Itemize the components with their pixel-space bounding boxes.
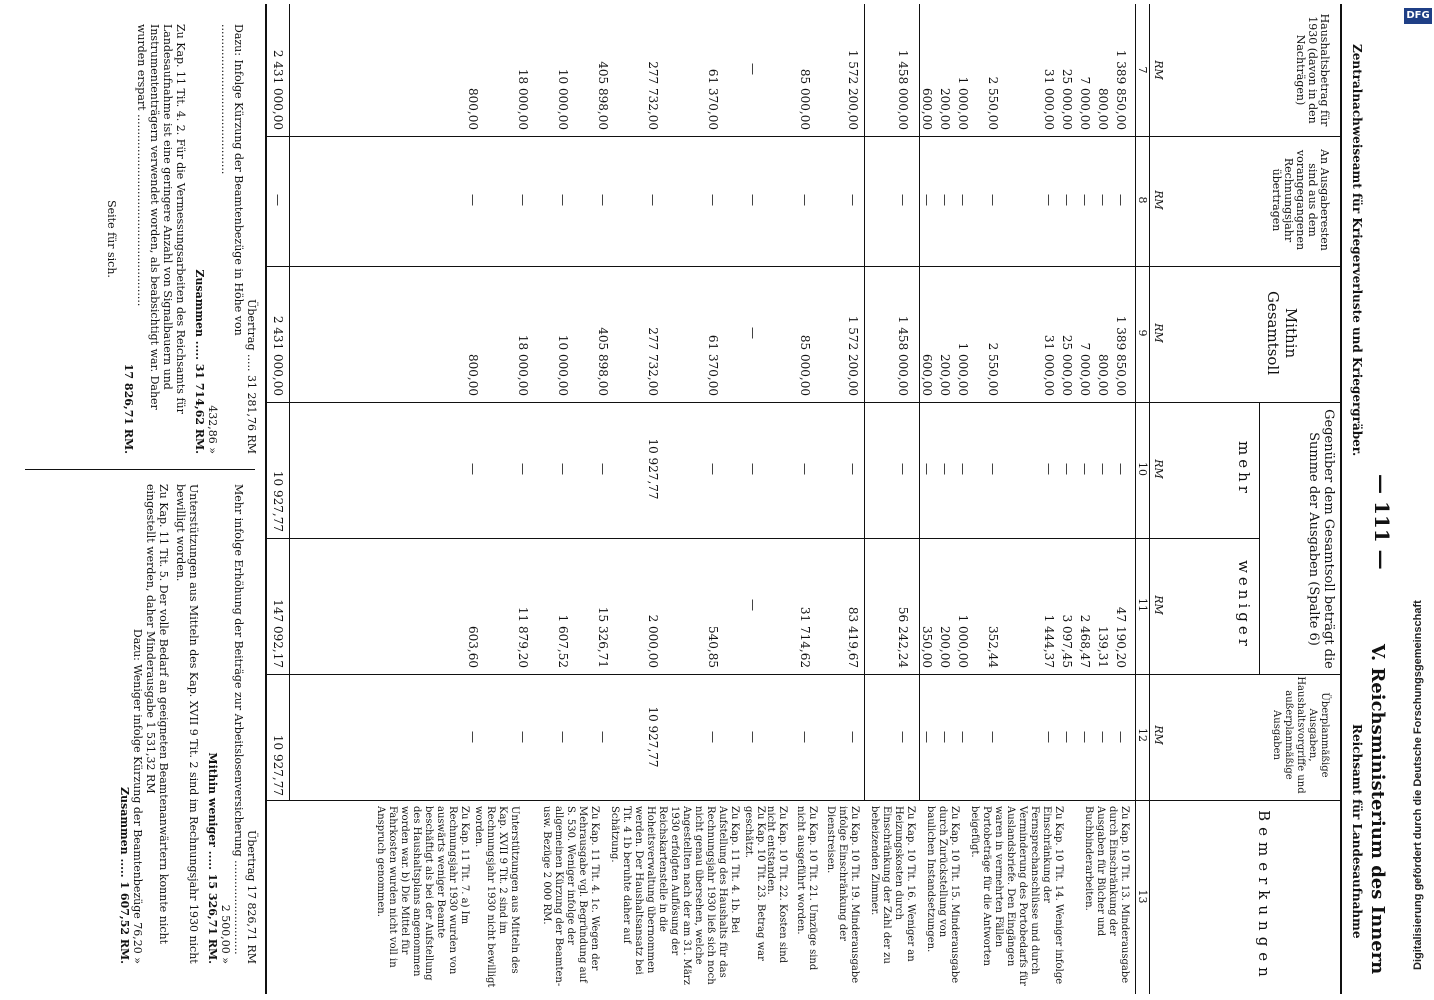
- cell-c11: 3 097,45: [1060, 614, 1074, 668]
- cell-c12: —: [798, 731, 812, 743]
- col-divider: [265, 136, 1342, 137]
- cell-c8: —: [466, 194, 480, 206]
- cell-c10: —: [798, 463, 812, 475]
- cell-c11: 56 242,24: [896, 606, 910, 668]
- cell-c12: —: [516, 731, 530, 743]
- remark-item: Zu Kap. 10 Tit. 21. Umzüge sind nicht ausgeführt worden.: [795, 806, 818, 971]
- cell-c10: —: [706, 463, 720, 475]
- cell-c9: 25 000,00: [1060, 334, 1074, 396]
- cell-c7: 1 000,00: [956, 76, 970, 130]
- cell-c11: 200,00: [938, 626, 952, 668]
- cell-c7: 1 458 000,00: [896, 49, 910, 130]
- cell-c12: —: [746, 731, 760, 743]
- cell-c8: —: [986, 194, 1000, 206]
- col9-header: Mithin Gesamtsoll: [1264, 290, 1300, 376]
- cell-c9: 2 550,00: [986, 342, 1000, 396]
- cell-c7: 800,00: [1096, 88, 1110, 130]
- cell-c9: 85 000,00: [798, 334, 812, 396]
- cell-c10: —: [1096, 463, 1110, 475]
- subtotal-rule: [864, 4, 865, 800]
- digitization-note: Digitalisierung gefördert durch die Deutsche Forschungsgemeinschaft: [1412, 600, 1424, 970]
- cell-c11: —: [746, 599, 760, 611]
- cell-c9: 800,00: [466, 354, 480, 396]
- cell-c9: 18 000,00: [516, 334, 530, 396]
- cell-c9: 1 389 850,00: [1114, 315, 1128, 396]
- cell-c11: 31 714,62: [798, 606, 812, 668]
- remark-item: Zu Kap. 11 Tit. 4. 1b. Bei Aufstellung des Haushalts für das Rechnungsjahr 1930 ließ sich noch nicht genau übersehen, welche Angestellten nach der am 31. März 1930 erfolgten Auflösung der Reichskartenstelle in die Hoheitsverwaltung übernommen werden. Der Haushaltsansatz bei Tit. 4 1b beruhte daher auf Schätzung.: [609, 806, 740, 985]
- cell-c8: —: [1042, 194, 1056, 206]
- cell-c8: —: [596, 194, 610, 206]
- cell-c8: —: [798, 194, 812, 206]
- cell-c7: 10 000,00: [556, 68, 570, 130]
- cell-c8: —: [516, 194, 530, 206]
- page-number: — 111 —: [1370, 474, 1394, 570]
- footer-left-zu-kap: Zu Kap. 11 Tit. 4. 2. Für die Vermessungsarbeiten des Reichsamts für Landesaufnahme ist eine geringere Anzahl von Signalbauern und Instrumententrägern verwendet worden, als beabsichtigt war. Daher wurden erspart .......................................................: [135, 24, 187, 414]
- cell-c11: 83 419,67: [846, 606, 860, 668]
- remark-item: Unterstützungen aus Mitteln des Kap. XVII 9 Tit. 2 sind im Rechnungsjahr 1930 nicht bewilligt worden.: [473, 806, 520, 988]
- cell-c11: 11 879,20: [516, 606, 530, 668]
- cell-c7: 7 000,00: [1078, 76, 1092, 130]
- cell-c9: 10 000,00: [556, 334, 570, 396]
- col-divider: [265, 402, 1342, 403]
- cell-c12: 10 927,77: [646, 706, 660, 768]
- cell-c9: 405 898,00: [596, 327, 610, 396]
- cell-c10: —: [986, 463, 1000, 475]
- cell-c12: —: [1078, 731, 1092, 743]
- cell-c8: —: [896, 194, 910, 206]
- cell-c10: —: [956, 463, 970, 475]
- footer-left-dazu: Dazu: Infolge Kürzung der Beamtenbezüge in Höhe von ...........................................: [219, 24, 245, 336]
- cell-c10: —: [846, 463, 860, 475]
- footer-left-zu-kap-value: 17 826,71 RM.: [122, 363, 135, 454]
- cell-c8: —: [706, 194, 720, 206]
- col8-number: 8: [1136, 196, 1149, 204]
- cell-c12: —: [920, 731, 934, 743]
- cell-c7: 25 000,00: [1060, 68, 1074, 130]
- footer-right-zu-kap5: Zu Kap. 11 Tit. 5. Der volle Bedarf an geeigneten Beamtenanwärtern konnte nicht eingestellt werden, daher Minderausgabe 1 531,32 RM: [144, 484, 170, 945]
- cell-c10: —: [596, 463, 610, 475]
- col9-unit: RM: [1152, 323, 1165, 343]
- total-col8: —: [271, 194, 285, 206]
- cell-c12: —: [986, 731, 1000, 743]
- total-col11: 147 092,17: [271, 599, 285, 668]
- footer-right-zusammen: Zusammen ..... 1 607,52 RM.: [118, 787, 131, 964]
- cell-c9: 200,00: [938, 354, 952, 396]
- cell-c10: —: [466, 463, 480, 475]
- cell-c8: —: [1060, 194, 1074, 206]
- cell-c8: —: [556, 194, 570, 206]
- cell-c11: 603,60: [466, 626, 480, 668]
- col12-number: 12: [1136, 728, 1149, 742]
- cell-c12: —: [1096, 731, 1110, 743]
- cell-c12: —: [846, 731, 860, 743]
- col10-11-header: Gegenüber dem Gesamtsoll beträgt die Summe der Ausgaben (Spalte 6): [1306, 409, 1336, 669]
- col10-number: 10: [1136, 462, 1149, 476]
- cell-c7: 18 000,00: [516, 68, 530, 130]
- col11-header: weniger: [1235, 560, 1253, 650]
- col10-header: mehr: [1235, 441, 1253, 497]
- cell-c7: 1 389 850,00: [1114, 49, 1128, 130]
- table-top-rule: [1340, 4, 1342, 994]
- cell-c7: 800,00: [466, 88, 480, 130]
- cell-c11: 2 468,47: [1078, 614, 1092, 668]
- cell-c11: 2 000,00: [646, 614, 660, 668]
- col-divider: [265, 266, 1342, 267]
- cell-c10: —: [938, 463, 952, 475]
- section-title: V. Reichsministerium des Innern: [1367, 644, 1388, 975]
- header-bottom-rule: [1149, 4, 1150, 994]
- total-col12: 10 927,77: [271, 734, 285, 796]
- col7-number: 7: [1136, 66, 1149, 74]
- total-rule: [289, 4, 290, 800]
- cell-c12: —: [1060, 731, 1074, 743]
- remark-item: Zu Kap. 10 Tit. 16. Weniger an Heizungskosten durch Einschränkung der Zahl der zu beheizenden Zimmer.: [869, 806, 916, 964]
- cell-c10: 10 927,77: [646, 438, 660, 500]
- cell-c12: —: [956, 731, 970, 743]
- cell-c11: 350,00: [920, 626, 934, 668]
- footer-right-mehr: Mehr infolge Erhöhung der Beiträge zur Arbeitslosenversicherung ...........................: [232, 484, 245, 955]
- cell-c10: —: [556, 463, 570, 475]
- cell-c8: —: [646, 194, 660, 206]
- col12-header: Überplanmäßige Ausgaben, Haushaltsvorgriffe und außerplanmäßige Ausgaben: [1271, 676, 1330, 794]
- footer-right: [118, 484, 258, 964]
- cell-c7: 600,00: [920, 88, 934, 130]
- col13-header: Bemerkungen: [1255, 810, 1273, 983]
- col-divider: [265, 538, 1260, 539]
- cell-c11: 15 326,71: [596, 606, 610, 668]
- col11-unit: RM: [1152, 595, 1165, 615]
- cell-c12: —: [1042, 731, 1056, 743]
- cell-c8: —: [1096, 194, 1110, 206]
- remark-item: Zu Kap. 10 Tit. 13. Minderausgabe durch Einschränkung der Ausgaben für Bücher und Buchbinderarbeiten.: [1083, 806, 1130, 984]
- remark-item: Zu Kap. 10 Tit. 23. Betrag war geschätzt.: [743, 806, 766, 961]
- col10-unit: RM: [1152, 459, 1165, 479]
- cell-c8: —: [920, 194, 934, 206]
- cell-c11: 1 607,52: [556, 614, 570, 668]
- subtotal-rule: [919, 4, 920, 800]
- cell-c12: —: [466, 731, 480, 743]
- cell-c9: 277 732,00: [646, 327, 660, 396]
- cell-c10: —: [1042, 463, 1056, 475]
- cell-c12: —: [896, 731, 910, 743]
- cell-c7: 200,00: [938, 88, 952, 130]
- left-subheading: Zentralnachweiseamt für Kriegerverluste und Kriegergräber.: [1350, 44, 1364, 457]
- cell-c8: —: [746, 194, 760, 206]
- cell-c8: —: [938, 194, 952, 206]
- remark-item: Zu Kap. 10 Tit. 15. Minderausgabe durch Zurückstellung von baulichen Instandsetzungen.: [925, 806, 960, 984]
- total-col9: 2 431 000,00: [271, 315, 285, 396]
- cell-c10: —: [896, 463, 910, 475]
- cell-c10: —: [920, 463, 934, 475]
- col9-number: 9: [1136, 329, 1149, 337]
- dfg-logo: DFG: [1404, 8, 1432, 24]
- col12-unit: RM: [1152, 725, 1165, 745]
- footer-divider: [25, 469, 255, 470]
- cell-c8: —: [1078, 194, 1092, 206]
- cell-c12: —: [596, 731, 610, 743]
- cell-c12: —: [556, 731, 570, 743]
- ledger-page: [10, 4, 1400, 994]
- cell-c12: —: [938, 731, 952, 743]
- footer-left-uebertrag: Übertrag ..... 31 281,76 RM: [245, 299, 258, 454]
- cell-c7: —: [746, 63, 760, 75]
- cell-c11: 1 444,37: [1042, 614, 1056, 668]
- cell-c9: 1 458 000,00: [896, 315, 910, 396]
- cell-c11: 1 000,00: [956, 614, 970, 668]
- remark-item: Zu Kap. 10 Tit. 14. Weniger infolge Einschränkung der Fernsprechanschlüsse und durch Verminderung des Portobedarfs für Auslandsbriefe. Den Eingängen waren in vermehrten Fällen Portobeträge für die Antworten beigefügt.: [969, 806, 1064, 986]
- cell-c11: 540,85: [706, 626, 720, 668]
- remark-item: Zu Kap. 11 Tit. 7. a) Im Rechnungsjahr 1930 wurden von auswärts weniger Beamte beschäftigt als bei der Aufstellung des Haushaltsplans angenommen worden war. b) Die Mittel für Fahrkosten wurden nicht voll in Anspruch genommen.: [375, 806, 470, 981]
- col7-unit: RM: [1152, 60, 1165, 80]
- footer-right-mithin: Mithin weniger ..... 15 326,71 RM.: [206, 752, 219, 964]
- col-divider: [265, 674, 1342, 675]
- footer-right-mehr-value: 2 500,00 »: [219, 904, 232, 964]
- cell-c12: —: [706, 731, 720, 743]
- remark-item: Zu Kap. 11 Tit. 4. 1c. Wegen der Mehrausgabe vgl. Begründung auf S. 530. Weniger infolge der allgemeinen Kürzung der Beamten- usw. Bezüge 2 000 RM.: [541, 806, 600, 987]
- right-subheading: Reichsamt für Landesaufnahme: [1350, 724, 1364, 939]
- cell-c9: 61 370,00: [706, 334, 720, 396]
- cell-c10: —: [1060, 463, 1074, 475]
- cell-c7: 405 898,00: [596, 61, 610, 130]
- cell-c11: 352,44: [986, 626, 1000, 668]
- cell-c7: 61 370,00: [706, 68, 720, 130]
- footer-left-seite: Seite für sich.: [105, 200, 118, 278]
- cell-c10: —: [516, 463, 530, 475]
- cell-c7: 85 000,00: [798, 68, 812, 130]
- total-col7: 2 431 000,00: [271, 49, 285, 130]
- footer-right-dazu: Dazu: Weniger infolge Kürzung der Beamtenbezüge 76,20 »: [131, 628, 144, 964]
- remark-item: Zu Kap. 10 Tit. 19. Minderausgabe infolge Einschränkung der Dienstreisen.: [825, 806, 860, 984]
- cell-c8: —: [846, 194, 860, 206]
- cell-c8: —: [956, 194, 970, 206]
- cell-c8: —: [1114, 194, 1128, 206]
- cell-c11: 47 190,20: [1114, 606, 1128, 668]
- col-divider: [265, 800, 1342, 801]
- cell-c9: 1 000,00: [956, 342, 970, 396]
- cell-c9: —: [746, 327, 760, 339]
- cell-c7: 31 000,00: [1042, 68, 1056, 130]
- cell-c7: 2 550,00: [986, 76, 1000, 130]
- col11-number: 11: [1136, 598, 1149, 612]
- footer-left-zusammen: Zusammen ..... 31 714,62 RM.: [193, 269, 206, 454]
- footer-left-dazu-value: 432,86 »: [206, 405, 219, 454]
- footer-right-unterstuetzungen: Unterstützungen aus Mitteln des Kap. XVII 9 Tit. 2 sind im Rechnungsjahr 1930 nicht bewilligt worden.: [174, 484, 200, 964]
- cell-c7: 277 732,00: [646, 61, 660, 130]
- cell-c9: 600,00: [920, 354, 934, 396]
- cell-c12: —: [1114, 731, 1128, 743]
- cell-c9: 1 572 200,00: [846, 315, 860, 396]
- cell-c11: 139,31: [1096, 626, 1110, 668]
- col7-header: Haushaltsbetrag für 1930 (davon in den Nachträgen): [1294, 13, 1331, 127]
- col8-header: An Ausgaberesten sind aus dem vorangegangenen Rechnungsjahr übertragen: [1270, 149, 1331, 251]
- cell-c9: 31 000,00: [1042, 334, 1056, 396]
- col8-unit: RM: [1152, 190, 1165, 210]
- remark-item: Zu Kap. 10 Tit. 22. Kosten sind nicht entstanden.: [765, 806, 788, 964]
- footer-right-uebertrag: Übertrag 17 826,71 RM: [245, 830, 258, 964]
- cell-c10: —: [746, 463, 760, 475]
- table-bottom-rule: [265, 4, 267, 994]
- cell-c10: —: [1078, 463, 1092, 475]
- total-col10: 10 927,77: [271, 470, 285, 532]
- col13-number: 13: [1136, 889, 1149, 904]
- cell-c10: —: [1114, 463, 1128, 475]
- footer-left: [105, 24, 258, 454]
- cell-c9: 800,00: [1096, 354, 1110, 396]
- cell-c7: 1 572 200,00: [846, 49, 860, 130]
- cell-c9: 7 000,00: [1078, 342, 1092, 396]
